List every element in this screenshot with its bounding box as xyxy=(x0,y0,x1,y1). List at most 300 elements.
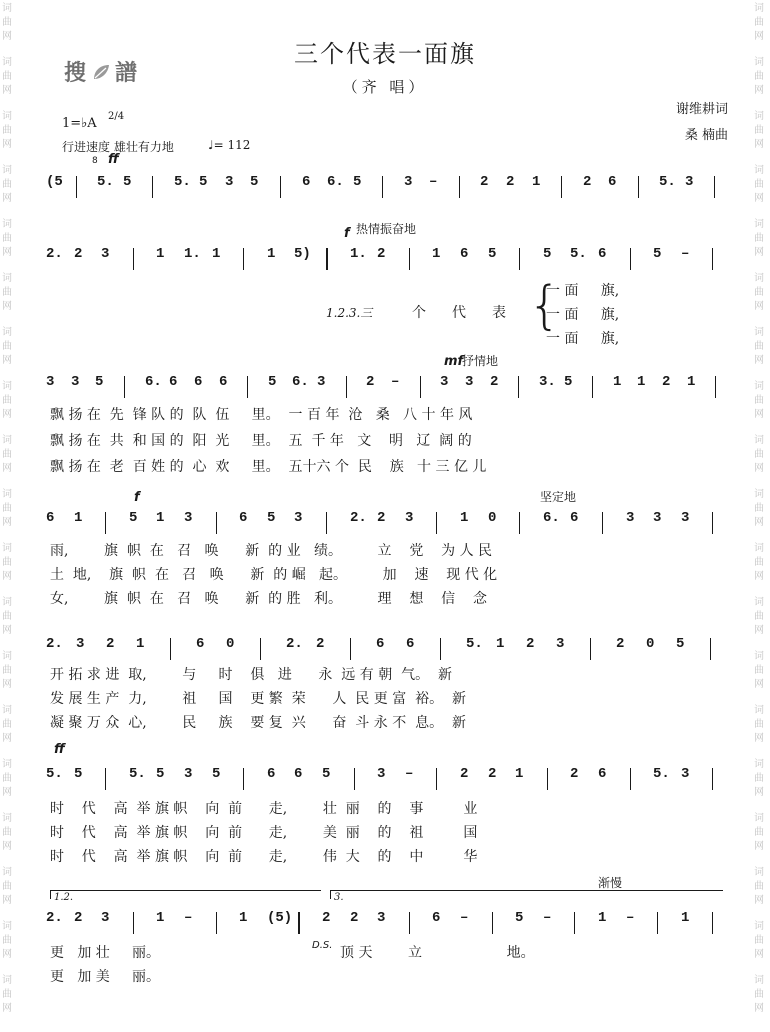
barline xyxy=(492,912,493,934)
watermark-char: 词 xyxy=(2,867,12,878)
watermark-char: 网 xyxy=(2,1003,12,1014)
note: 3 xyxy=(556,636,565,652)
note: 5) xyxy=(294,246,311,262)
verse-line-2: 一 面 旗, xyxy=(546,307,620,323)
note: 2 xyxy=(488,766,497,782)
note: 2 xyxy=(490,374,499,390)
dynamic-f: f xyxy=(134,490,140,505)
watermark-char: 网 xyxy=(754,895,764,906)
note: 2. xyxy=(286,636,303,652)
watermark-char: 网 xyxy=(2,841,12,852)
watermark-char: 曲 xyxy=(2,611,12,622)
barline xyxy=(280,176,281,198)
lyricist-credit: 谢维耕词 xyxy=(675,102,728,117)
watermark-char: 词 xyxy=(2,921,12,932)
note: 1 xyxy=(598,910,607,926)
watermark-char: 网 xyxy=(2,787,12,798)
lyric-r7-ending: 顶 天 立 地。 xyxy=(340,945,535,961)
note: 3 xyxy=(46,374,55,390)
note: 5 xyxy=(543,246,552,262)
watermark-char: 网 xyxy=(2,625,12,636)
barline xyxy=(657,912,658,934)
barline xyxy=(459,176,460,198)
notation-row-2 xyxy=(40,246,740,272)
notation-row-3 xyxy=(40,374,740,400)
watermark-char: 网 xyxy=(2,139,12,150)
note: 3 xyxy=(184,510,193,526)
barline xyxy=(243,768,244,790)
note: 5. xyxy=(129,766,146,782)
note: 2 xyxy=(350,910,359,926)
watermark-char: 词 xyxy=(2,813,12,824)
barline xyxy=(518,376,519,398)
note: 1 xyxy=(156,910,165,926)
watermark-char: 词 xyxy=(2,165,12,176)
watermark-char: 曲 xyxy=(2,989,12,1000)
note: 1 xyxy=(239,910,248,926)
note: 1. xyxy=(184,246,201,262)
watermark-char: 词 xyxy=(2,759,12,770)
watermark-char: 曲 xyxy=(754,71,764,82)
note: 3 xyxy=(71,374,80,390)
watermark-char: 曲 xyxy=(2,71,12,82)
dynamic-ff: ff xyxy=(54,742,65,757)
note: 2 xyxy=(460,766,469,782)
note: 5 xyxy=(267,510,276,526)
notation-row-5 xyxy=(40,636,740,662)
watermark-char: 词 xyxy=(754,273,764,284)
watermark-column-left xyxy=(0,0,18,1032)
barline xyxy=(712,512,713,534)
note: 1 xyxy=(613,374,622,390)
barline xyxy=(76,176,77,198)
lyric-r7-l2: 更 加 美 丽。 xyxy=(50,969,161,985)
watermark-char: 词 xyxy=(2,435,12,446)
barline xyxy=(260,638,261,660)
watermark-char: 词 xyxy=(2,489,12,500)
watermark-char: 网 xyxy=(2,85,12,96)
watermark-char: 曲 xyxy=(754,125,764,136)
lyric-r4-l3: 女, 旗 帜 在 召 唤 新 的 胜 利。 理 想 信 念 xyxy=(50,591,487,607)
tempo-mark: ♩= 112 xyxy=(208,138,251,152)
watermark-char: 网 xyxy=(2,355,12,366)
note: 3 xyxy=(184,766,193,782)
note: 5. xyxy=(653,766,670,782)
lyric-r7-l1: 更 加 壮 丽。 xyxy=(50,945,161,961)
note: 2 xyxy=(506,174,515,190)
barline xyxy=(247,376,248,398)
expression-firm: 坚定地 xyxy=(540,490,577,504)
watermark-char: 词 xyxy=(2,327,12,338)
lyric-r3-l3: 飘 扬 在 老 百 姓 的 心 欢 里。 五十六 个 民 族 十 三 亿 儿 xyxy=(50,459,487,475)
watermark-char: 曲 xyxy=(754,935,764,946)
watermark-char: 曲 xyxy=(2,827,12,838)
note: 1 xyxy=(267,246,276,262)
note: 5 xyxy=(653,246,662,262)
note: 3 xyxy=(76,636,85,652)
lyric-r5-l3: 凝 聚 万 众 心, 民 族 要 复 兴 奋 斗 永 不 息。 新 xyxy=(50,715,467,731)
watermark-char: 网 xyxy=(2,571,12,582)
watermark-char: 网 xyxy=(754,733,764,744)
composer-credit: 桑 楠曲 xyxy=(684,128,728,143)
watermark-char: 网 xyxy=(2,409,12,420)
barline xyxy=(105,512,106,534)
watermark-char: 词 xyxy=(754,921,764,932)
barline xyxy=(326,512,327,534)
barline xyxy=(630,248,631,270)
barline xyxy=(382,176,383,198)
watermark-char: 词 xyxy=(754,489,764,500)
barline xyxy=(124,376,125,398)
watermark-char: 曲 xyxy=(2,395,12,406)
note: 6 xyxy=(294,766,303,782)
watermark-char: 网 xyxy=(754,625,764,636)
watermark-char: 曲 xyxy=(2,719,12,730)
lyric-r3-l2: 飘 扬 在 共 和 国 的 阳 光 里。 五 千 年 文 明 辽 阔 的 xyxy=(50,433,472,449)
watermark-char: 曲 xyxy=(754,17,764,28)
barline xyxy=(436,768,437,790)
note: 2 xyxy=(106,636,115,652)
note: 5. xyxy=(570,246,587,262)
note: 6. xyxy=(292,374,309,390)
watermark-char: 词 xyxy=(2,597,12,608)
barline xyxy=(350,638,351,660)
note: 1 xyxy=(687,374,696,390)
watermark-char: 曲 xyxy=(2,773,12,784)
watermark-char: 曲 xyxy=(754,395,764,406)
barline xyxy=(152,176,153,198)
watermark-char: 曲 xyxy=(754,287,764,298)
note: 3 xyxy=(101,910,110,926)
note: 3 xyxy=(225,174,234,190)
note: 1 xyxy=(136,636,145,652)
verse-number: 1.2.3.三 xyxy=(326,306,373,320)
note: – xyxy=(681,246,690,262)
barline xyxy=(133,248,134,270)
verse-line-3: 一 面 旗, xyxy=(546,331,620,347)
note: – xyxy=(391,374,400,390)
time-signature: 2/4 xyxy=(108,111,125,122)
octave-mark: 8 xyxy=(92,156,98,166)
watermark-char: 曲 xyxy=(754,827,764,838)
expression-passionate: 热情振奋地 xyxy=(356,222,417,236)
note: 2 xyxy=(74,910,83,926)
note: (5) xyxy=(267,910,293,926)
note: 5 xyxy=(123,174,132,190)
note: 6 xyxy=(598,766,607,782)
watermark-char: 词 xyxy=(754,543,764,554)
watermark-char: 词 xyxy=(754,381,764,392)
note: 2 xyxy=(616,636,625,652)
barline xyxy=(519,248,520,270)
notation-row-4 xyxy=(40,510,740,536)
watermark-char: 词 xyxy=(754,705,764,716)
notation-row-1 xyxy=(40,174,740,200)
note: 2. xyxy=(46,636,63,652)
watermark-char: 曲 xyxy=(754,881,764,892)
lyric-r6-l3: 时 代 高 举 旗 帜 向 前 走, 伟 大 的 中 华 xyxy=(50,849,478,865)
note: 6 xyxy=(608,174,617,190)
note: 5 xyxy=(129,510,138,526)
watermark-char: 网 xyxy=(2,517,12,528)
logo-text-right: 譜 xyxy=(115,61,139,86)
note: 6 xyxy=(432,910,441,926)
note: 3 xyxy=(681,510,690,526)
note: 1 xyxy=(156,246,165,262)
note: 5 xyxy=(250,174,259,190)
barline xyxy=(710,638,711,660)
watermark-char: 曲 xyxy=(2,503,12,514)
note: 1 xyxy=(460,510,469,526)
dal-segno-mark: D.S. xyxy=(312,940,333,951)
watermark-char: 网 xyxy=(754,355,764,366)
lyric-r4-l1: 雨, 旗 帜 在 召 唤 新 的 业 绩。 立 党 为 人 民 xyxy=(50,543,493,559)
barline xyxy=(714,176,715,198)
barline xyxy=(420,376,421,398)
note: 2 xyxy=(74,246,83,262)
barline xyxy=(346,376,347,398)
watermark-char: 词 xyxy=(2,57,12,68)
barline xyxy=(630,768,631,790)
note: 5 xyxy=(95,374,104,390)
watermark-char: 曲 xyxy=(2,233,12,244)
watermark-char: 曲 xyxy=(754,719,764,730)
note: 5 xyxy=(199,174,208,190)
note: (5 xyxy=(46,174,63,190)
watermark-char: 曲 xyxy=(2,881,12,892)
watermark-char: 词 xyxy=(2,273,12,284)
watermark-char: 网 xyxy=(754,571,764,582)
watermark-char: 网 xyxy=(2,895,12,906)
note: 6 xyxy=(570,510,579,526)
note: 5 xyxy=(322,766,331,782)
watermark-char: 词 xyxy=(2,381,12,392)
verse-word-1: 个 xyxy=(412,305,426,321)
note: 6 xyxy=(376,636,385,652)
song-title: 三个代表一面旗 xyxy=(294,40,476,68)
barline xyxy=(715,376,716,398)
watermark-char: 网 xyxy=(754,463,764,474)
note: 6 xyxy=(219,374,228,390)
watermark-char: 曲 xyxy=(754,449,764,460)
note: 3 xyxy=(317,374,326,390)
note: 5. xyxy=(97,174,114,190)
barline xyxy=(243,248,244,270)
watermark-char: 词 xyxy=(754,651,764,662)
note: 3. xyxy=(539,374,556,390)
volta-first-ending xyxy=(50,890,321,899)
lyric-r4-l2: 土 地, 旗 帜 在 召 唤 新 的 崛 起。 加 速 现 代 化 xyxy=(50,567,498,583)
note: 6 xyxy=(169,374,178,390)
watermark-char: 网 xyxy=(754,247,764,258)
watermark-char: 词 xyxy=(2,975,12,986)
note: 1 xyxy=(212,246,221,262)
note: 2. xyxy=(46,246,63,262)
repeat-barline xyxy=(326,248,328,270)
note: 3 xyxy=(404,174,413,190)
watermark-char: 曲 xyxy=(2,17,12,28)
watermark-char: 词 xyxy=(754,219,764,230)
note: 3 xyxy=(440,374,449,390)
note: 3 xyxy=(681,766,690,782)
note: 5 xyxy=(74,766,83,782)
note: 6 xyxy=(196,636,205,652)
watermark-char: 词 xyxy=(754,57,764,68)
watermark-char: 词 xyxy=(2,111,12,122)
logo-text-left: 搜 xyxy=(64,61,88,86)
note: – xyxy=(429,174,438,190)
barline xyxy=(409,248,410,270)
note: 6 xyxy=(598,246,607,262)
watermark-char: 曲 xyxy=(754,557,764,568)
note: 6 xyxy=(267,766,276,782)
watermark-char: 网 xyxy=(754,787,764,798)
note: 3 xyxy=(626,510,635,526)
note: 3 xyxy=(377,910,386,926)
verse-brace: { xyxy=(528,276,562,336)
watermark-char: 网 xyxy=(754,85,764,96)
barline xyxy=(133,912,134,934)
note: 0 xyxy=(646,636,655,652)
note: 2 xyxy=(583,174,592,190)
watermark-char: 词 xyxy=(2,3,12,14)
volta-label-2: 3. xyxy=(334,892,344,903)
note: 2 xyxy=(480,174,489,190)
watermark-char: 网 xyxy=(754,679,764,690)
verse-word-2: 代 xyxy=(452,305,466,321)
note: 6. xyxy=(145,374,162,390)
note: 6. xyxy=(327,174,344,190)
note: 5 xyxy=(488,246,497,262)
watermark-char: 曲 xyxy=(2,449,12,460)
note: – xyxy=(543,910,552,926)
watermark-char: 词 xyxy=(754,975,764,986)
watermark-char: 网 xyxy=(2,247,12,258)
lyric-r6-l1: 时 代 高 举 旗 帜 向 前 走, 壮 丽 的 事 业 xyxy=(50,801,478,817)
watermark-char: 词 xyxy=(754,759,764,770)
note: 1 xyxy=(637,374,646,390)
lyric-r6-l2: 时 代 高 举 旗 帜 向 前 走, 美 丽 的 祖 国 xyxy=(50,825,478,841)
note: 0 xyxy=(226,636,235,652)
dynamic-mf: mf xyxy=(444,354,464,369)
note: 3 xyxy=(294,510,303,526)
barline xyxy=(354,768,355,790)
note: 2 xyxy=(377,510,386,526)
notation-row-6 xyxy=(40,766,740,792)
note: 2 xyxy=(526,636,535,652)
watermark-char: 曲 xyxy=(2,179,12,190)
note: 1 xyxy=(532,174,541,190)
note: 5 xyxy=(353,174,362,190)
watermark-char: 词 xyxy=(754,165,764,176)
watermark-char: 网 xyxy=(754,949,764,960)
lyric-r3-l1: 飘 扬 在 先 锋 队 的 队 伍 里。 一 百 年 沧 桑 八 十 年 风 xyxy=(50,407,473,423)
barline xyxy=(409,912,410,934)
note: 6 xyxy=(302,174,311,190)
watermark-char: 网 xyxy=(754,1003,764,1014)
note: 3 xyxy=(101,246,110,262)
note: – xyxy=(405,766,414,782)
note: 1 xyxy=(432,246,441,262)
watermark-char: 曲 xyxy=(2,125,12,136)
watermark-char: 网 xyxy=(754,841,764,852)
barline xyxy=(547,768,548,790)
barline xyxy=(602,512,603,534)
note: 5. xyxy=(46,766,63,782)
barline xyxy=(638,176,639,198)
barline xyxy=(440,638,441,660)
volta-second-ending xyxy=(330,890,723,899)
note: 1 xyxy=(74,510,83,526)
barline xyxy=(105,768,106,790)
note: 2 xyxy=(316,636,325,652)
watermark-char: 网 xyxy=(2,463,12,474)
note: – xyxy=(626,910,635,926)
note: 5 xyxy=(564,374,573,390)
expression-ritardando: 渐慢 xyxy=(598,876,623,890)
watermark-char: 词 xyxy=(2,219,12,230)
watermark-char: 词 xyxy=(754,3,764,14)
note: 3 xyxy=(653,510,662,526)
barline xyxy=(712,768,713,790)
barline xyxy=(592,376,593,398)
note: – xyxy=(184,910,193,926)
barline xyxy=(170,638,171,660)
watermark-char: 网 xyxy=(2,733,12,744)
watermark-char: 曲 xyxy=(2,341,12,352)
verse-line-1: 一 面 旗, xyxy=(546,283,620,299)
note: 1 xyxy=(156,510,165,526)
watermark-char: 曲 xyxy=(2,665,12,676)
notation-row-7 xyxy=(40,910,740,936)
note: 0 xyxy=(488,510,497,526)
note: 1. xyxy=(350,246,367,262)
note: 6 xyxy=(406,636,415,652)
watermark-char: 词 xyxy=(2,543,12,554)
dynamic-ff-intro: ff xyxy=(108,152,119,167)
note: 6. xyxy=(543,510,560,526)
note: 3 xyxy=(405,510,414,526)
barline xyxy=(574,912,575,934)
note: 2 xyxy=(366,374,375,390)
watermark-char: 网 xyxy=(2,193,12,204)
note: 5 xyxy=(212,766,221,782)
repeat-barline xyxy=(298,912,300,934)
watermark-char: 曲 xyxy=(754,773,764,784)
note: 6 xyxy=(460,246,469,262)
key-signature: 1=♭A xyxy=(62,116,97,131)
note: 5 xyxy=(268,374,277,390)
barline xyxy=(712,912,713,934)
song-subtitle: （齐 唱） xyxy=(342,78,428,96)
barline xyxy=(216,912,217,934)
verse-word-3: 表 xyxy=(492,305,506,321)
lyric-r5-l1: 开 拓 求 进 取, 与 时 俱 进 永 远 有 朝 气。 新 xyxy=(50,667,453,683)
note: 1 xyxy=(515,766,524,782)
note: 3 xyxy=(377,766,386,782)
barline xyxy=(561,176,562,198)
watermark-char: 词 xyxy=(754,435,764,446)
watermark-char: 曲 xyxy=(754,341,764,352)
watermark-char: 曲 xyxy=(2,935,12,946)
watermark-char: 曲 xyxy=(754,233,764,244)
lyric-r5-l2: 发 展 生 产 力, 祖 国 更 繁 荣 人 民 更 富 裕。 新 xyxy=(50,691,467,707)
watermark-char: 网 xyxy=(754,301,764,312)
watermark-char: 词 xyxy=(754,327,764,338)
watermark-char: 网 xyxy=(2,949,12,960)
watermark-char: 曲 xyxy=(754,179,764,190)
watermark-char: 词 xyxy=(754,597,764,608)
